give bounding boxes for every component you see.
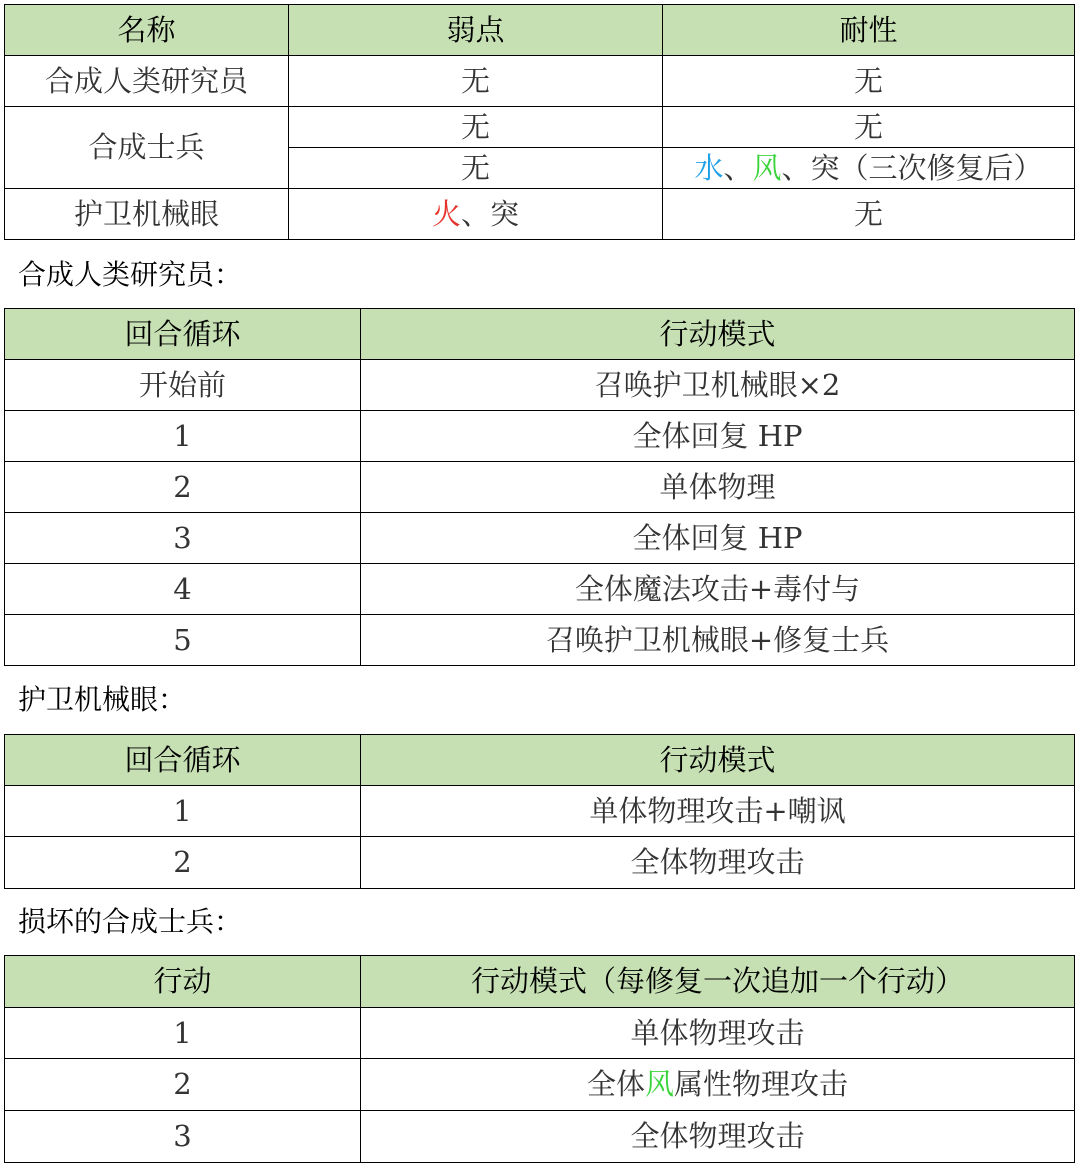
section-heading-soldier: 损坏的合成士兵：: [18, 905, 243, 938]
turn-cell: 3: [5, 513, 361, 564]
header-turn: 行动: [5, 956, 361, 1008]
turn-cell: 2: [5, 462, 361, 513]
header-pattern: 行动模式（每修复一次追加一个行动）: [361, 956, 1075, 1008]
table-row: [5, 411, 1075, 462]
resistance-text: 、突（三次修复后）: [781, 150, 1043, 185]
enemy-name-cell: 合成人类研究员: [5, 56, 289, 107]
turn-cell: 1: [5, 1008, 361, 1059]
table-row-soldier: [5, 107, 1075, 148]
header-turn: 回合循环: [5, 309, 361, 360]
researcher-action-table: [4, 308, 1075, 666]
turn-cell: 2: [5, 1059, 361, 1111]
table-row: [5, 615, 1075, 666]
table-row: [5, 837, 1075, 889]
table-header-row: [5, 309, 1075, 360]
fire-element-text: 火: [431, 196, 461, 231]
table-row: [5, 360, 1075, 411]
table-row: [5, 513, 1075, 564]
turn-cell: 1: [5, 786, 361, 837]
table-row-eye: [5, 189, 1075, 240]
table-row: [5, 462, 1075, 513]
turn-cell: 开始前: [5, 360, 361, 411]
action-text: 全体: [586, 1067, 645, 1101]
action-cell: 召唤护卫机械眼×2: [361, 360, 1075, 411]
table-row: [5, 1111, 1075, 1163]
action-cell: 单体物理攻击+嘲讽: [361, 786, 1075, 837]
action-cell: 全体物理攻击: [361, 1111, 1075, 1163]
turn-cell: 4: [5, 564, 361, 615]
table-row: [5, 1059, 1075, 1111]
turn-cell: 3: [5, 1111, 361, 1163]
action-cell: [361, 1059, 1075, 1111]
header-resistance: 耐性: [663, 5, 1075, 56]
weakness-text: 、突: [461, 196, 520, 231]
header-name: 名称: [5, 5, 289, 56]
resistance-cell: [663, 148, 1075, 189]
turn-cell: 1: [5, 411, 361, 462]
resistance-cell: 无: [663, 56, 1075, 107]
wind-element-text: 风: [752, 150, 782, 185]
weakness-cell: 无: [289, 148, 663, 189]
weakness-cell: [289, 189, 663, 240]
action-cell: 全体物理攻击: [361, 837, 1075, 889]
header-pattern: 行动模式: [361, 309, 1075, 360]
action-cell: 单体物理攻击: [361, 1008, 1075, 1059]
action-text: 属性物理攻击: [674, 1067, 849, 1101]
eye-action-table: [4, 734, 1075, 889]
wind-element-text: 风: [644, 1067, 674, 1101]
enemy-name-cell: 合成士兵: [5, 107, 289, 189]
resistance-cell: 无: [663, 189, 1075, 240]
separator-text: 、: [723, 150, 753, 185]
table-row: [5, 564, 1075, 615]
turn-cell: 2: [5, 837, 361, 889]
weakness-cell: 无: [289, 56, 663, 107]
enemy-table: [4, 4, 1075, 240]
soldier-action-table: [4, 955, 1075, 1163]
section-heading-eye: 护卫机械眼：: [18, 683, 187, 716]
weakness-cell: 无: [289, 107, 663, 148]
table-header-row: [5, 956, 1075, 1008]
table-row-researcher: [5, 56, 1075, 107]
header-pattern: 行动模式: [361, 735, 1075, 786]
action-cell: 全体魔法攻击+毒付与: [361, 564, 1075, 615]
header-weakness: 弱点: [289, 5, 663, 56]
table-row: [5, 1008, 1075, 1059]
action-cell: 单体物理: [361, 462, 1075, 513]
action-cell: 召唤护卫机械眼+修复士兵: [361, 615, 1075, 666]
action-cell: 全体回复 HP: [361, 411, 1075, 462]
section-heading-researcher: 合成人类研究员：: [18, 258, 243, 291]
action-cell: 全体回复 HP: [361, 513, 1075, 564]
water-element-text: 水: [694, 150, 724, 185]
resistance-cell: 无: [663, 107, 1075, 148]
turn-cell: 5: [5, 615, 361, 666]
enemy-table-header-row: [5, 5, 1075, 56]
enemy-name-cell: 护卫机械眼: [5, 189, 289, 240]
header-turn: 回合循环: [5, 735, 361, 786]
table-row: [5, 786, 1075, 837]
table-header-row: [5, 735, 1075, 786]
